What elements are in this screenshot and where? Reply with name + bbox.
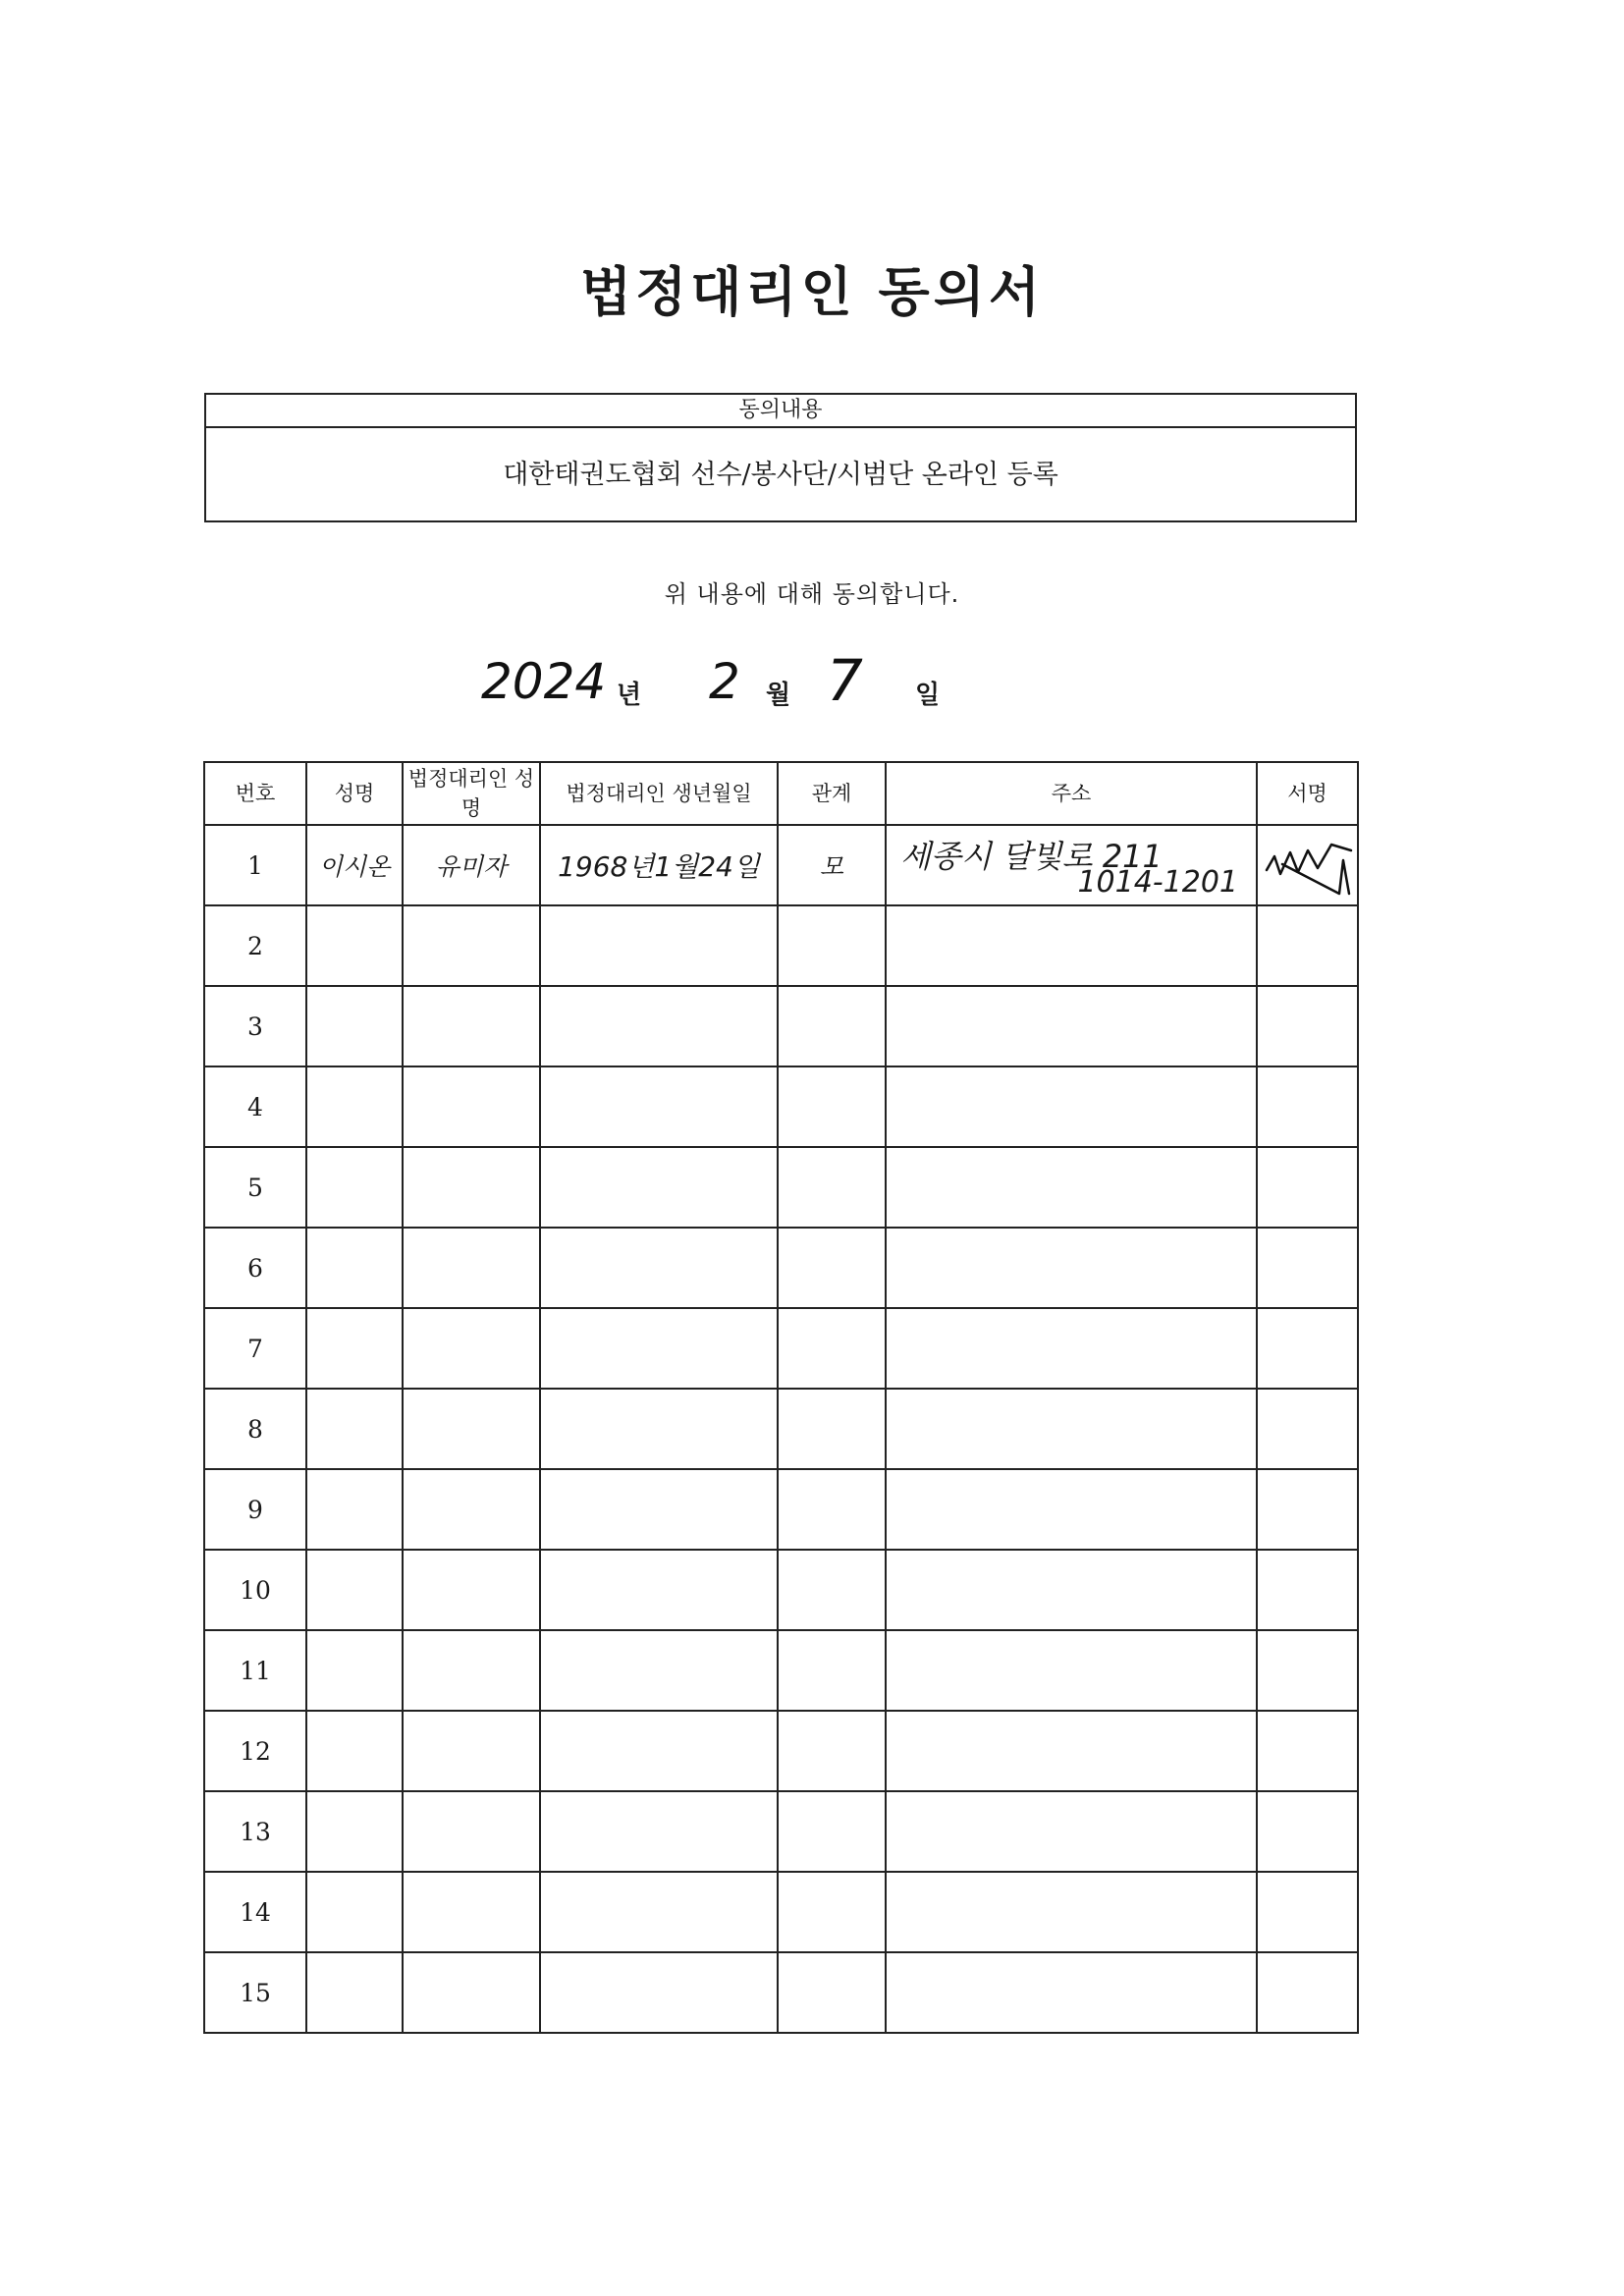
cell-signature: [1257, 905, 1358, 986]
cell-guardian-birth: 1968년1월24일: [540, 825, 778, 905]
cell-name: 이시온: [306, 825, 403, 905]
table-row: [204, 1550, 1358, 1630]
cell-number: 2: [204, 905, 306, 986]
cell-guardian-name: [403, 1308, 540, 1389]
cell-guardian-birth: [540, 986, 778, 1066]
cell-guardian-name: [403, 1469, 540, 1550]
cell-name: [306, 1228, 403, 1308]
cell-name: [306, 905, 403, 986]
cell-guardian-name: [403, 1872, 540, 1952]
cell-name: [306, 1952, 403, 2033]
cell-address: [886, 1791, 1257, 1872]
cell-number: 9: [204, 1469, 306, 1550]
cell-address: [886, 1550, 1257, 1630]
cell-relation: [778, 1872, 886, 1952]
table-row: [204, 1952, 1358, 2033]
consent-box: [204, 393, 1357, 522]
table-row: [204, 1630, 1358, 1711]
cell-address: [886, 825, 1257, 905]
address-line-2: 1014-1201: [1077, 865, 1238, 900]
signature-scribble: [1261, 831, 1355, 900]
table-row: [204, 905, 1358, 986]
cell-signature: [1257, 1550, 1358, 1630]
cell-address: [886, 986, 1257, 1066]
cell-relation: [778, 905, 886, 986]
cell-guardian-name: [403, 1952, 540, 2033]
cell-name: [306, 1630, 403, 1711]
cell-relation: [778, 1469, 886, 1550]
cell-relation: [778, 986, 886, 1066]
cell-number: 7: [204, 1308, 306, 1389]
cell-guardian-name: [403, 1147, 540, 1228]
date-month: 2: [709, 653, 740, 710]
cell-guardian-birth: [540, 1469, 778, 1550]
cell-guardian-birth: [540, 905, 778, 986]
cell-relation: 모: [778, 825, 886, 905]
consent-content: 대한태권도협회 선수/봉사단/시범단 온라인 등록: [503, 460, 1058, 490]
agreement-text: 위 내용에 대해 동의합니다.: [664, 580, 960, 608]
table-row: [204, 1711, 1358, 1791]
date-year-label: 년: [617, 681, 642, 710]
date-line: [0, 647, 1624, 732]
header-address: 주소: [886, 762, 1257, 825]
cell-address: [886, 1389, 1257, 1469]
header-signature: 서명: [1257, 762, 1358, 825]
document-title: 법정대리인 동의서: [579, 260, 1045, 323]
cell-guardian-birth: [540, 1872, 778, 1952]
table-row: [204, 1066, 1358, 1147]
cell-signature: [1257, 825, 1358, 905]
header-relation: 관계: [778, 762, 886, 825]
cell-guardian-birth: [540, 1389, 778, 1469]
cell-guardian-name: [403, 986, 540, 1066]
cell-address: [886, 1630, 1257, 1711]
cell-signature: [1257, 1872, 1358, 1952]
cell-guardian-birth: [540, 1550, 778, 1630]
cell-number: 11: [204, 1630, 306, 1711]
cell-name: [306, 1711, 403, 1791]
cell-address: [886, 1228, 1257, 1308]
cell-number: 14: [204, 1872, 306, 1952]
cell-guardian-name: [403, 1791, 540, 1872]
cell-address: [886, 1872, 1257, 1952]
date-day: 7: [827, 647, 863, 714]
date-month-label: 월: [766, 681, 791, 710]
cell-relation: [778, 1389, 886, 1469]
cell-relation: [778, 1630, 886, 1711]
cell-name: [306, 1308, 403, 1389]
cell-number: 15: [204, 1952, 306, 2033]
cell-guardian-name: [403, 1550, 540, 1630]
table-header-row: [204, 762, 1358, 825]
registration-table: [203, 761, 1359, 2034]
cell-name: [306, 1469, 403, 1550]
cell-guardian-birth: [540, 1952, 778, 2033]
cell-number: 5: [204, 1147, 306, 1228]
table-row: [204, 1872, 1358, 1952]
cell-signature: [1257, 1952, 1358, 2033]
cell-relation: [778, 1308, 886, 1389]
cell-address: [886, 1952, 1257, 2033]
cell-address: [886, 1308, 1257, 1389]
cell-name: [306, 1872, 403, 1952]
cell-signature: [1257, 1066, 1358, 1147]
header-number: 번호: [204, 762, 306, 825]
cell-guardian-birth: [540, 1147, 778, 1228]
table-row: [204, 1389, 1358, 1469]
cell-signature: [1257, 1147, 1358, 1228]
table-row: [204, 825, 1358, 905]
cell-address: [886, 905, 1257, 986]
cell-guardian-name: 유미자: [403, 825, 540, 905]
cell-name: [306, 1389, 403, 1469]
cell-signature: [1257, 1389, 1358, 1469]
cell-signature: [1257, 1308, 1358, 1389]
cell-name: [306, 986, 403, 1066]
cell-guardian-birth: [540, 1228, 778, 1308]
cell-guardian-birth: [540, 1630, 778, 1711]
cell-address: [886, 1147, 1257, 1228]
cell-guardian-name: [403, 1389, 540, 1469]
header-guardian-birth: 법정대리인 생년월일: [540, 762, 778, 825]
cell-number: 13: [204, 1791, 306, 1872]
cell-relation: [778, 1228, 886, 1308]
cell-number: 1: [204, 825, 306, 905]
header-name: 성명: [306, 762, 403, 825]
cell-relation: [778, 1952, 886, 2033]
cell-address: [886, 1066, 1257, 1147]
cell-guardian-name: [403, 1630, 540, 1711]
cell-guardian-name: [403, 1711, 540, 1791]
cell-name: [306, 1147, 403, 1228]
cell-guardian-birth: [540, 1308, 778, 1389]
cell-relation: [778, 1791, 886, 1872]
cell-guardian-name: [403, 1228, 540, 1308]
cell-signature: [1257, 1469, 1358, 1550]
cell-relation: [778, 1147, 886, 1228]
table-row: [204, 1147, 1358, 1228]
cell-name: [306, 1791, 403, 1872]
cell-address: [886, 1711, 1257, 1791]
cell-number: 4: [204, 1066, 306, 1147]
table-row: [204, 986, 1358, 1066]
cell-signature: [1257, 986, 1358, 1066]
cell-relation: [778, 1066, 886, 1147]
cell-signature: [1257, 1791, 1358, 1872]
cell-guardian-birth: [540, 1066, 778, 1147]
cell-number: 10: [204, 1550, 306, 1630]
cell-number: 6: [204, 1228, 306, 1308]
cell-signature: [1257, 1711, 1358, 1791]
table-row: [204, 1308, 1358, 1389]
cell-name: [306, 1550, 403, 1630]
date-year: 2024: [481, 653, 607, 710]
cell-guardian-name: [403, 1066, 540, 1147]
cell-number: 12: [204, 1711, 306, 1791]
cell-relation: [778, 1550, 886, 1630]
cell-number: 3: [204, 986, 306, 1066]
address-line-1: 세종시 달빛로 211: [900, 838, 1163, 875]
cell-guardian-name: [403, 905, 540, 986]
cell-guardian-birth: [540, 1791, 778, 1872]
table-row: [204, 1469, 1358, 1550]
cell-name: [306, 1066, 403, 1147]
cell-relation: [778, 1711, 886, 1791]
cell-signature: [1257, 1630, 1358, 1711]
table-row: [204, 1791, 1358, 1872]
table-row: [204, 1228, 1358, 1308]
header-guardian-name: 법정대리인 성명: [403, 762, 540, 825]
cell-signature: [1257, 1228, 1358, 1308]
date-day-label: 일: [915, 681, 941, 710]
cell-number: 8: [204, 1389, 306, 1469]
cell-guardian-birth: [540, 1711, 778, 1791]
consent-heading: 동의내용: [206, 395, 1355, 428]
cell-address: [886, 1469, 1257, 1550]
